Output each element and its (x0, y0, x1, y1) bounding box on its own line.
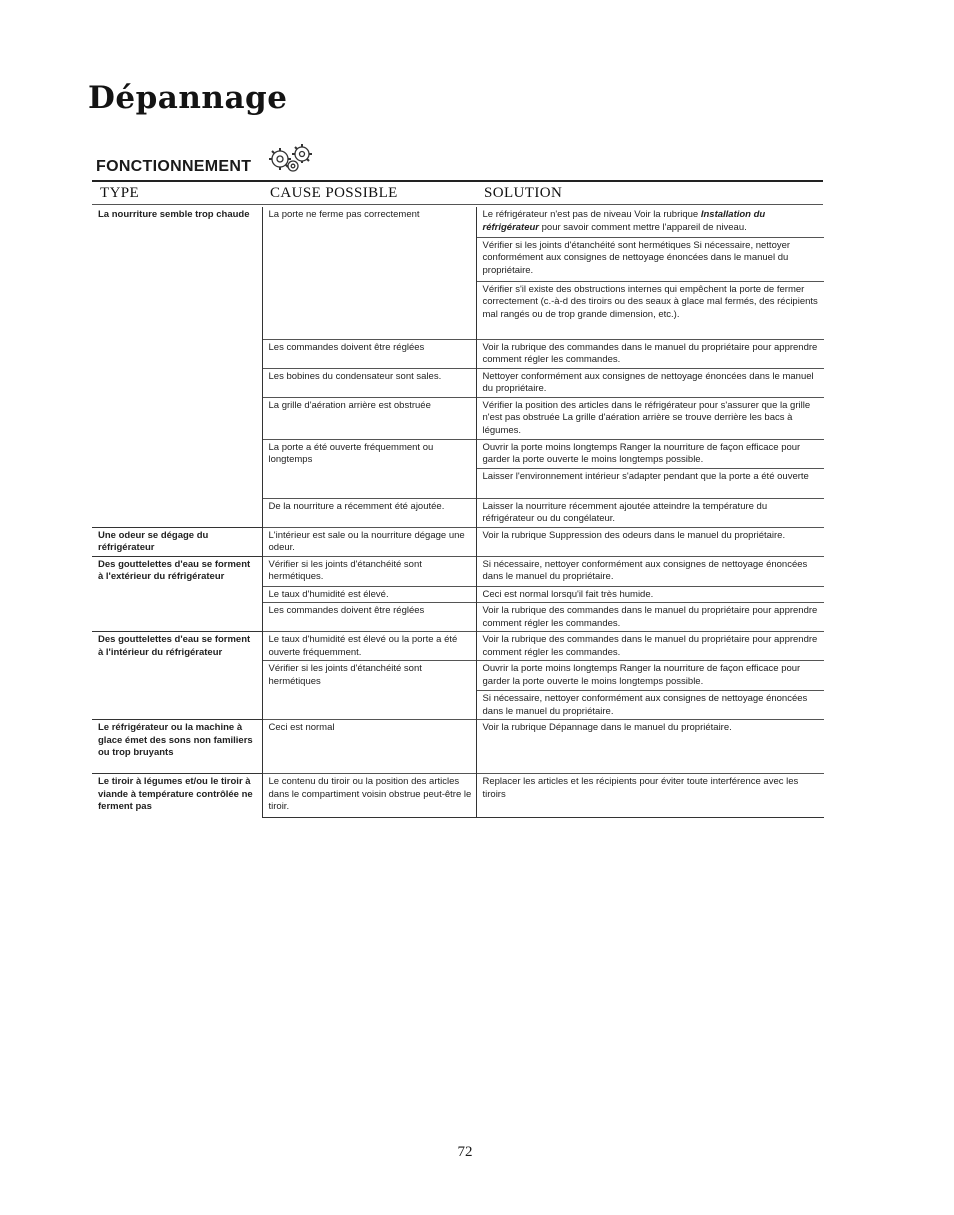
solution-cell: Si nécessaire, nettoyer conformément aux consignes de nettoyage énoncées dans le manuel du propriétaire. (476, 691, 824, 720)
cause-cell: Vérifier si les joints d'étanchéité sont hermétiques. (262, 556, 476, 586)
table-row (92, 774, 824, 818)
cause-cell: La grille d'aération arrière est obstruée (262, 397, 476, 439)
cause-cell: Les commandes doivent être réglées (262, 603, 476, 632)
solution-cell: Voir la rubrique des commandes dans le manuel du propriétaire pour apprendre comment régler les commandes. (476, 632, 824, 661)
col-header-type: TYPE (100, 185, 140, 201)
cause-cell: Le taux d'humidité est élevé ou la porte a été ouverte fréquemment. (262, 632, 476, 661)
solution-cell: Vérifier s'il existe des obstructions internes qui empêchent la porte de fermer correctement (c.-à-d des tiroirs ou des seaux à glace mal fermés, des récipients mal rangés ou de trop grande dimension, etc.). (476, 281, 824, 339)
table-row (92, 632, 824, 661)
solution-cell: Vérifier la position des articles dans le réfrigérateur pour s'assurer que la grille n'est pas obstruée La grille d'aération arrière se trouve derrière les bacs à légumes. (476, 397, 824, 439)
col-header-cause: CAUSE POSSIBLE (270, 185, 398, 201)
solution-cell: Voir la rubrique Suppression des odeurs dans le manuel du propriétaire. (476, 527, 824, 556)
col-header-solution: SOLUTION (484, 185, 563, 201)
header-rule-2 (92, 204, 823, 205)
table-row (92, 556, 824, 586)
solution-cell: Si nécessaire, nettoyer conformément aux consignes de nettoyage énoncées dans le manuel du propriétaire. (476, 556, 824, 586)
cause-cell: Vérifier si les joints d'étanchéité sont hermétiques (262, 661, 476, 720)
cause-cell: Les bobines du condensateur sont sales. (262, 368, 476, 397)
type-cell: Une odeur se dégage du réfrigérateur (92, 527, 262, 556)
solution-cell: Voir la rubrique des commandes dans le manuel du propriétaire pour apprendre comment régler les commandes. (476, 339, 824, 368)
page-number: 72 (457, 1144, 473, 1160)
cause-cell: Les commandes doivent être réglées (262, 339, 476, 368)
cause-cell: De la nourriture a récemment été ajoutée. (262, 498, 476, 527)
cause-cell: La porte a été ouverte fréquemment ou longtemps (262, 439, 476, 498)
solution-cell: Laisser l'environnement intérieur s'adapter pendant que la porte a été ouverte (476, 468, 824, 498)
troubleshooting-table (92, 207, 824, 818)
gears-icon (262, 142, 322, 174)
type-cell: La nourriture semble trop chaude (98, 209, 250, 220)
cause-cell: La porte ne ferme pas correctement (262, 207, 476, 339)
section-title: FONCTIONNEMENT (96, 158, 252, 175)
type-cell: Le tiroir à légumes et/ou le tiroir à viande à température contrôlée ne ferment pas (92, 774, 262, 818)
solution-cell: Nettoyer conformément aux consignes de nettoyage énoncées dans le manuel du propriétaire. (476, 368, 824, 397)
cause-cell: L'intérieur est sale ou la nourriture dégage une odeur. (262, 527, 476, 556)
type-cell: Des gouttelettes d'eau se forment à l'extérieur du réfrigérateur (92, 556, 262, 632)
solution-cell: Le réfrigérateur n'est pas de niveau Voir la rubrique Installation du réfrigérateur pour savoir comment mettre l'appareil de niveau. (476, 207, 824, 237)
table-row (92, 527, 824, 556)
type-cell: Le réfrigérateur ou la machine à glace émet des sons non familiers ou trop bruyants (92, 720, 262, 774)
header-rule (92, 180, 823, 182)
solution-cell: Laisser la nourriture récemment ajoutée atteindre la température du réfrigérateur ou du congélateur. (476, 498, 824, 527)
solution-cell: Vérifier si les joints d'étanchéité sont hermétiques Si nécessaire, nettoyer conformément aux consignes de nettoyage énoncées dans le manuel du propriétaire. (476, 237, 824, 281)
solution-cell: Ouvrir la porte moins longtemps Ranger la nourriture de façon efficace pour garder la porte ouverte le moins longtemps possible. (476, 661, 824, 691)
solution-cell: Voir la rubrique des commandes dans le manuel du propriétaire pour apprendre comment régler les commandes. (476, 603, 824, 632)
solution-cell: Ouvrir la porte moins longtemps Ranger la nourriture de façon efficace pour garder la porte ouverte le moins longtemps possible. (476, 439, 824, 468)
cause-cell: Le taux d'humidité est élevé. (262, 586, 476, 603)
cause-cell: Le contenu du tiroir ou la position des articles dans le compartiment voisin obstrue peut-être le tiroir. (262, 774, 476, 818)
table-row (92, 207, 824, 237)
type-cell: Des gouttelettes d'eau se forment à l'intérieur du réfrigérateur (92, 632, 262, 720)
cause-cell: Ceci est normal (262, 720, 476, 774)
solution-cell: Ceci est normal lorsqu'il fait très humide. (476, 586, 824, 603)
solution-cell: Voir la rubrique Dépannage dans le manuel du propriétaire. (476, 720, 824, 774)
solution-cell: Replacer les articles et les récipients pour éviter toute interférence avec les tiroirs (476, 774, 824, 818)
table-row (92, 720, 824, 774)
page-title: Dépannage (88, 80, 288, 116)
